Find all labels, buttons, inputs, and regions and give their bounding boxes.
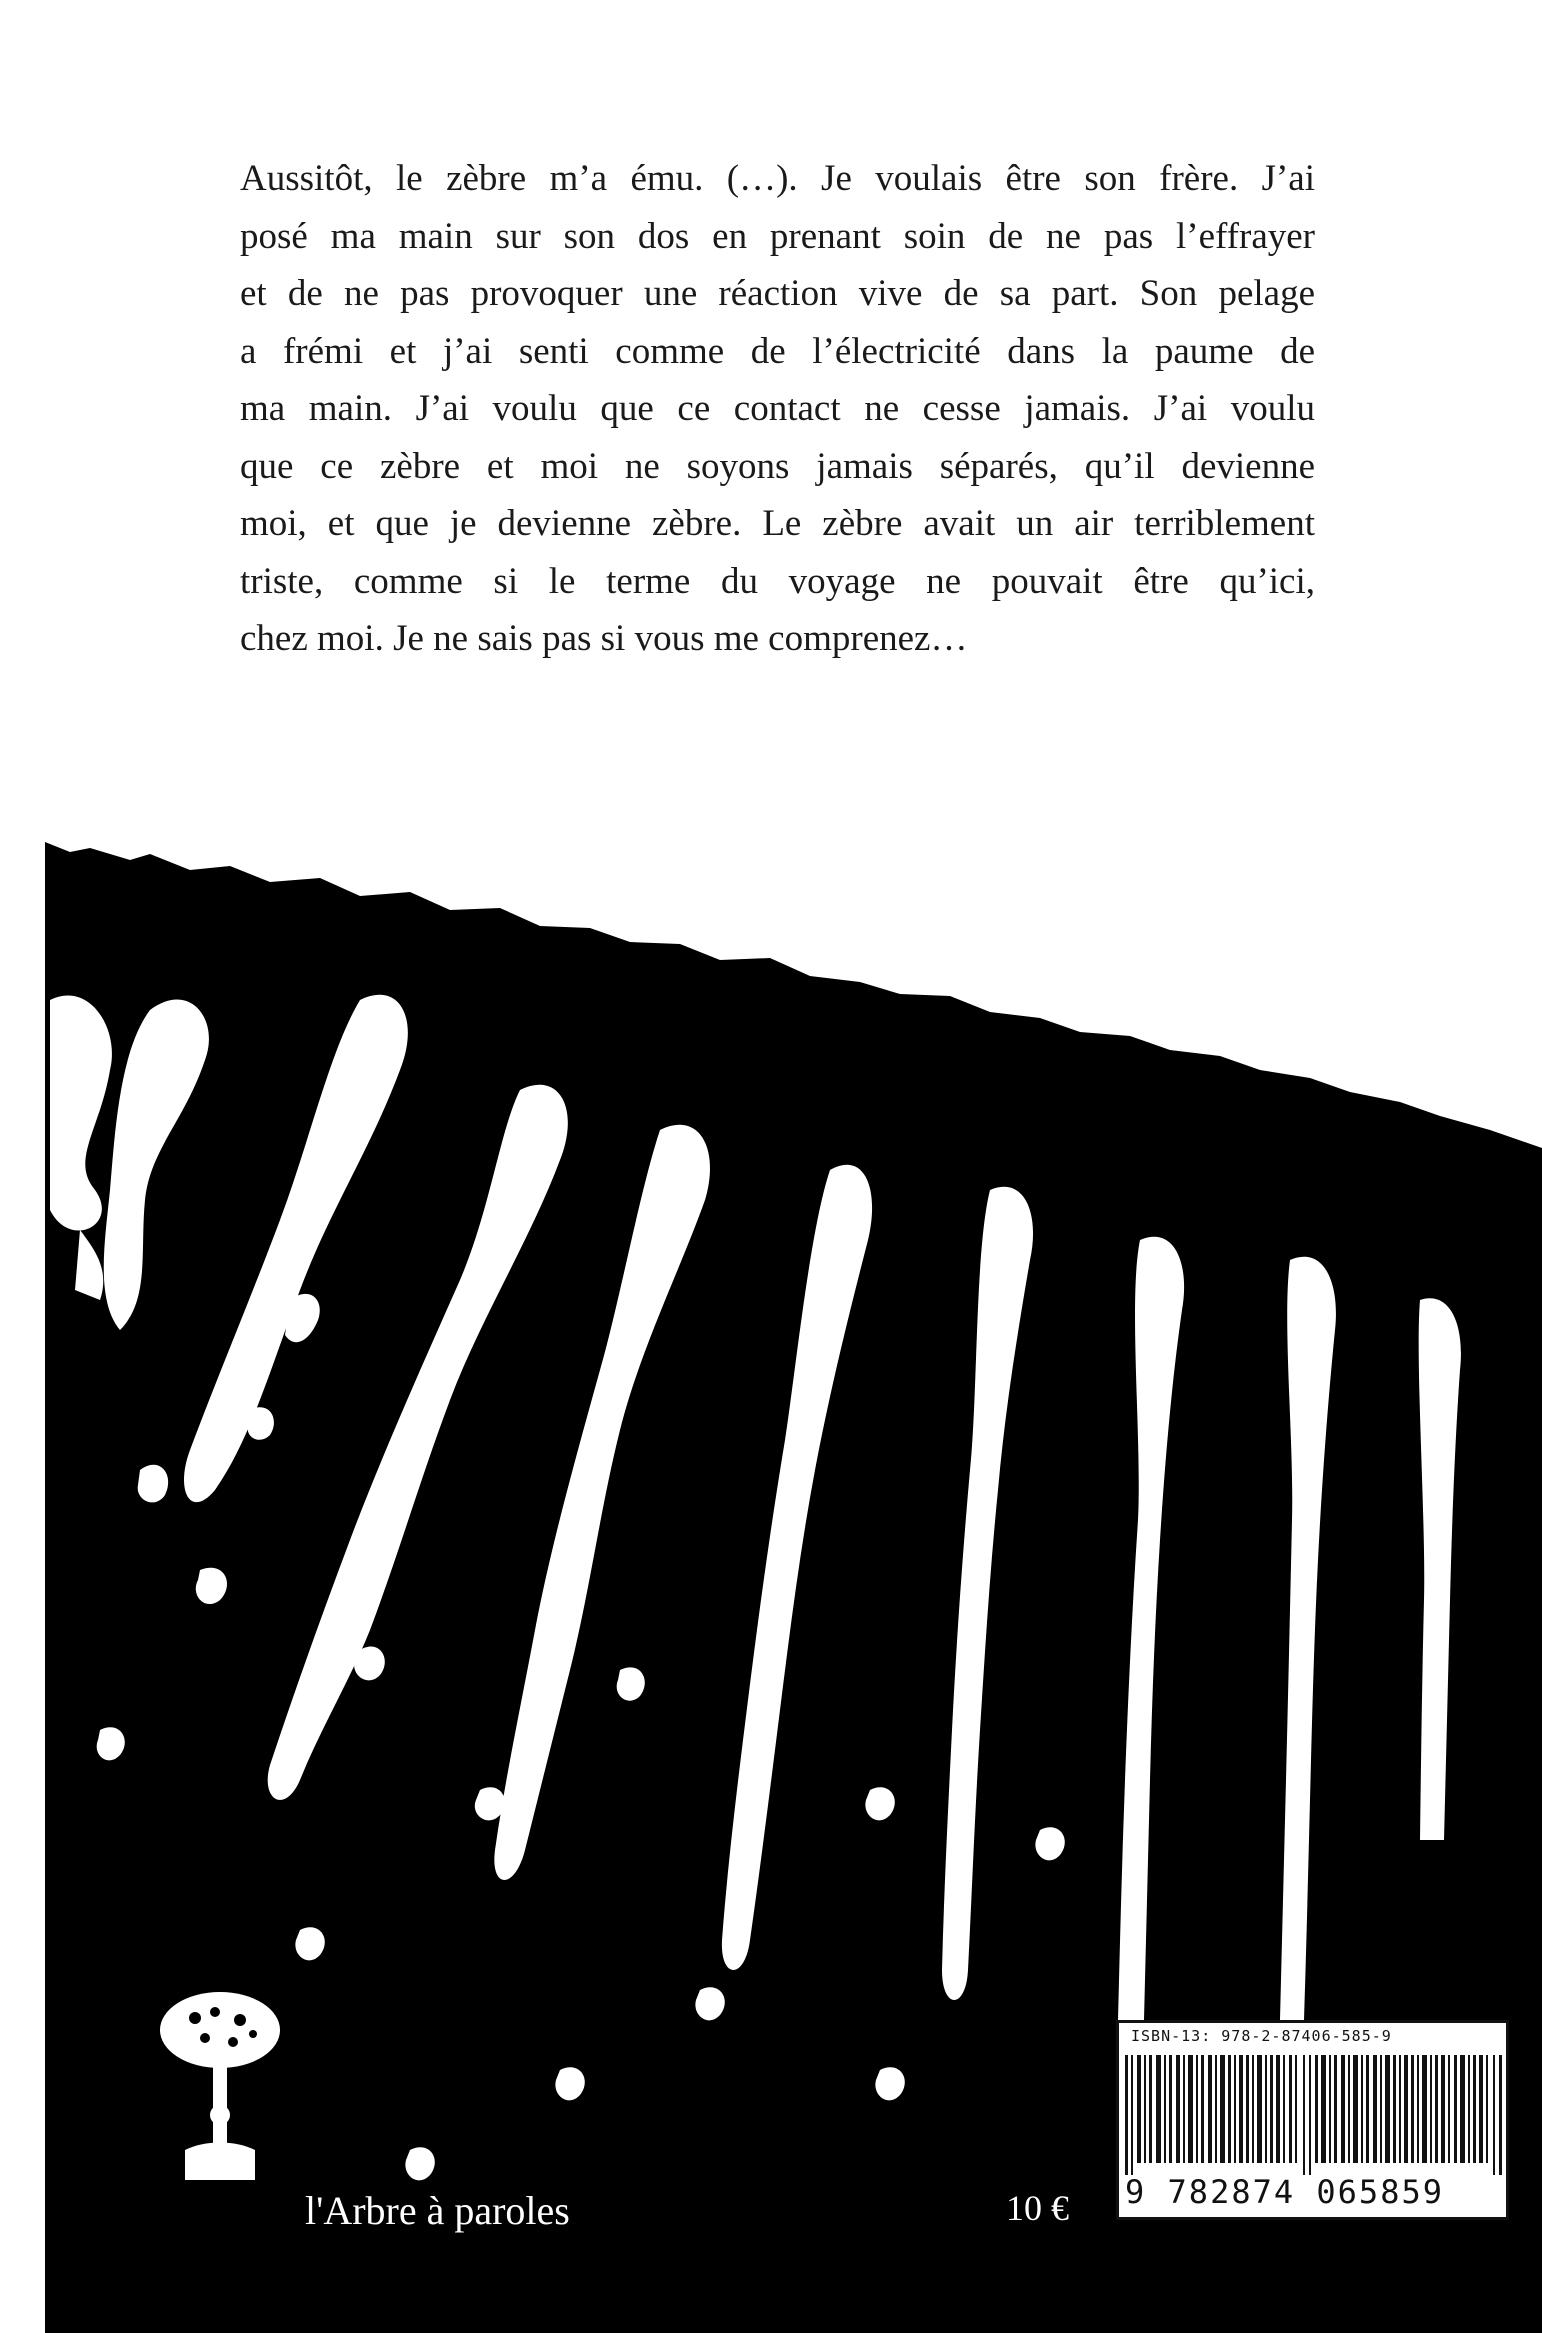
- blurb-line: a frémi et j’ai senti comme de l’électricité dans la paume de: [240, 330, 1315, 372]
- blurb-line: moi, et que je devienne zèbre. Le zèbre avait un air terriblement: [240, 503, 1315, 544]
- blurb-line: triste, comme si le terme du voyage ne pouvait être qu’ici,: [240, 560, 1315, 602]
- tree-of-words-icon: [145, 1990, 615, 2220]
- isbn-barcode: [1116, 2020, 1509, 2220]
- blurb-line: ma main. J’ai voulu que ce contact ne cesse jamais. J’ai voulu: [240, 388, 1315, 429]
- isbn-label: ISBN-13: 978-2-87406-585-9: [1131, 2027, 1392, 2045]
- publisher-name: l'Arbre à paroles: [305, 2188, 570, 2233]
- blurb-line: Aussitôt, le zèbre m’a ému. (…). Je voulais être son frère. J’ai: [240, 158, 1315, 199]
- blurb-line: et de ne pas provoquer une réaction vive de sa part. Son pelage: [240, 273, 1315, 314]
- barcode-bars: [1121, 2055, 1506, 2175]
- price-label: 10 €: [1006, 2188, 1069, 2228]
- back-cover-blurb: [240, 150, 1315, 668]
- blurb-line: que ce zèbre et moi ne soyons jamais séparés, qu’il devienne: [240, 445, 1315, 487]
- blurb-line: chez moi. Je ne sais pas si vous me comprenez…: [240, 618, 968, 659]
- barcode-digits: 9 782874 065859: [1125, 2173, 1444, 2211]
- blurb-line: posé ma main sur son dos en prenant soin de ne pas l’effrayer: [240, 215, 1315, 257]
